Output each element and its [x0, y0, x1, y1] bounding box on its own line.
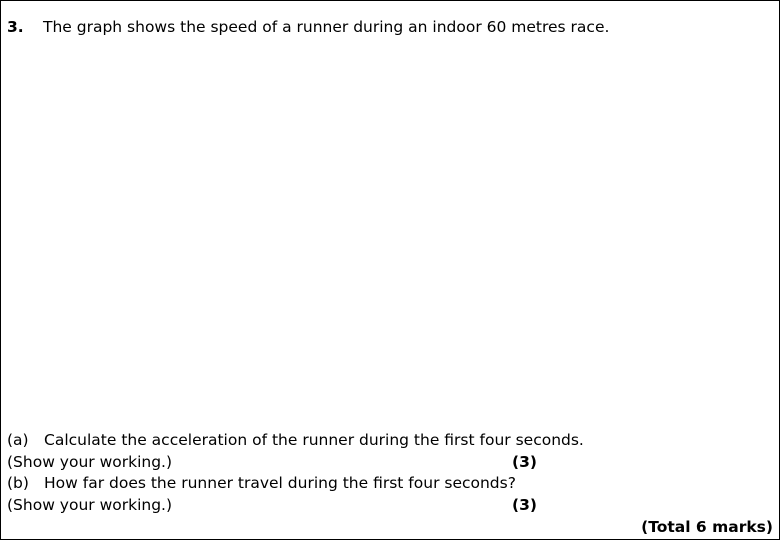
part-b-label: (b) [7, 474, 29, 492]
part-b-prompt: How far does the runner travel during the first four seconds? [44, 474, 516, 492]
part-a-marks: (3) [512, 453, 537, 471]
part-a-prompt-line [7, 430, 584, 450]
question-stem: The graph shows the speed of a runner during an indoor 60 metres race. [43, 18, 610, 36]
part-a-working: (Show your working.) [7, 453, 173, 471]
part-b-working: (Show your working.) [7, 496, 173, 514]
part-a-label: (a) [7, 431, 29, 449]
graph-area [7, 46, 773, 426]
part-b-marks: (3) [512, 496, 537, 514]
question-number: 3. [7, 18, 24, 36]
part-a-prompt: Calculate the acceleration of the runner during the first four seconds. [44, 431, 584, 449]
question-header [7, 17, 609, 37]
part-b-prompt-line [7, 473, 516, 493]
total-marks: (Total 6 marks) [641, 518, 773, 536]
